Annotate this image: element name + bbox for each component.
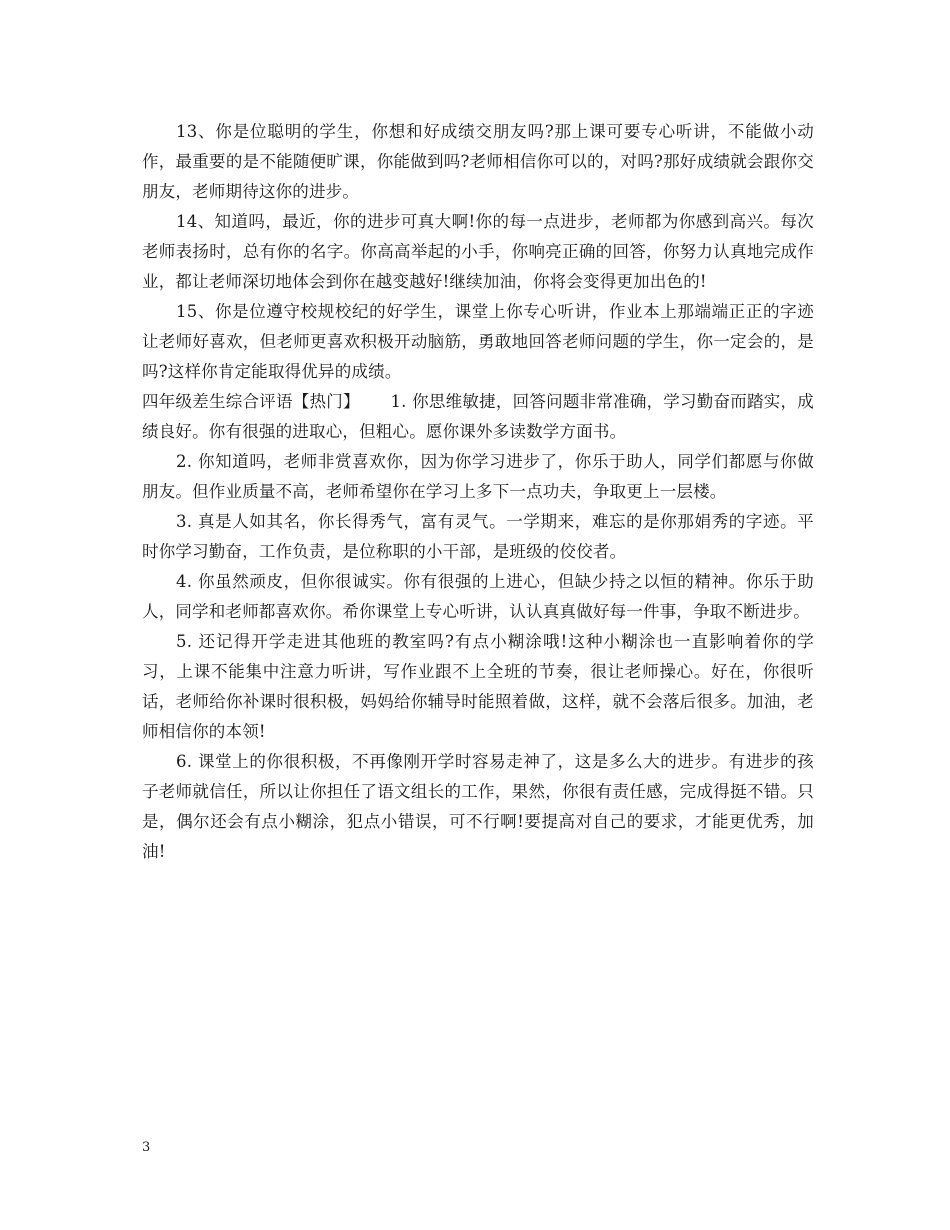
paragraph-14: 14、知道吗，最近，你的进步可真大啊!你的每一点进步，老师都为你感到高兴。每次老师表扬时，总有你的名字。你高高举起的小手，你响亮正确的回答，你努力认真地完成作业，都让老师深切地体会到你在越变越好!继续加油，你将会变得更加出色的! (142, 212, 814, 291)
section-heading: 四年级差生综合评语【热门】 (142, 392, 352, 411)
paragraph-section-1 (142, 387, 814, 447)
paragraph-5: 5. 还记得开学走进其他班的教室吗?有点小糊涂哦!这种小糊涂也一直影响着你的学习，上课不能集中注意力听讲，写作业跟不上全班的节奏，很让老师操心。好在，你很听话，老师给你补课时很积极，妈妈给你辅导时能照着做，这样，就不会落后很多。加油，老师相信你的本领! (142, 632, 814, 741)
paragraph-1-text: 1. 你思维敏捷，回答问题非常准确，学习勤奋而踏实，成绩良好。你有很强的进取心，但粗心。愿你课外多读数学方面书。 (142, 392, 814, 441)
section-gap (351, 392, 390, 411)
paragraph-3: 3. 真是人如其名，你长得秀气，富有灵气。一学期来，难忘的是你那娟秀的字迹。平时你学习勤奋，工作负责，是位称职的小干部，是班级的佼佼者。 (142, 512, 814, 561)
page-number: 3 (142, 1140, 151, 1155)
paragraph-4: 4. 你虽然顽皮，但你很诚实。你有很强的上进心，但缺少持之以恒的精神。你乐于助人，同学和老师都喜欢你。希你课堂上专心听讲，认认真真做好每一件事，争取不断进步。 (142, 572, 814, 621)
paragraph-2: 2. 你知道吗，老师非赏喜欢你，因为你学习进步了，你乐于助人，同学们都愿与你做朋友。但作业质量不高，老师希望你在学习上多下一点功夫，争取更上一层楼。 (142, 452, 814, 501)
paragraph-6: 6. 课堂上的你很积极，不再像刚开学时容易走神了，这是多么大的进步。有进步的孩子老师就信任，所以让你担任了语文组长的工作，果然，你很有责任感，完成得挺不错。只是，偶尔还会有点小糊涂，犯点小错误，可不行啊!要提高对自己的要求，才能更优秀，加油! (142, 752, 814, 861)
paragraph-15: 15、你是位遵守校规校纪的好学生，课堂上你专心听讲，作业本上那端端正正的字迹让老师好喜欢，但老师更喜欢积极开动脑筋，勇敢地回答老师问题的学生，你一定会的，是吗?这样你肯定能取得优异的成绩。 (142, 302, 814, 381)
document-body (142, 117, 814, 867)
paragraph-13: 13、你是位聪明的学生，你想和好成绩交朋友吗?那上课可要专心听讲，不能做小动作，最重要的是不能随便旷课，你能做到吗?老师相信你可以的，对吗?那好成绩就会跟你交朋友，老师期待这你的进步。 (142, 122, 814, 201)
